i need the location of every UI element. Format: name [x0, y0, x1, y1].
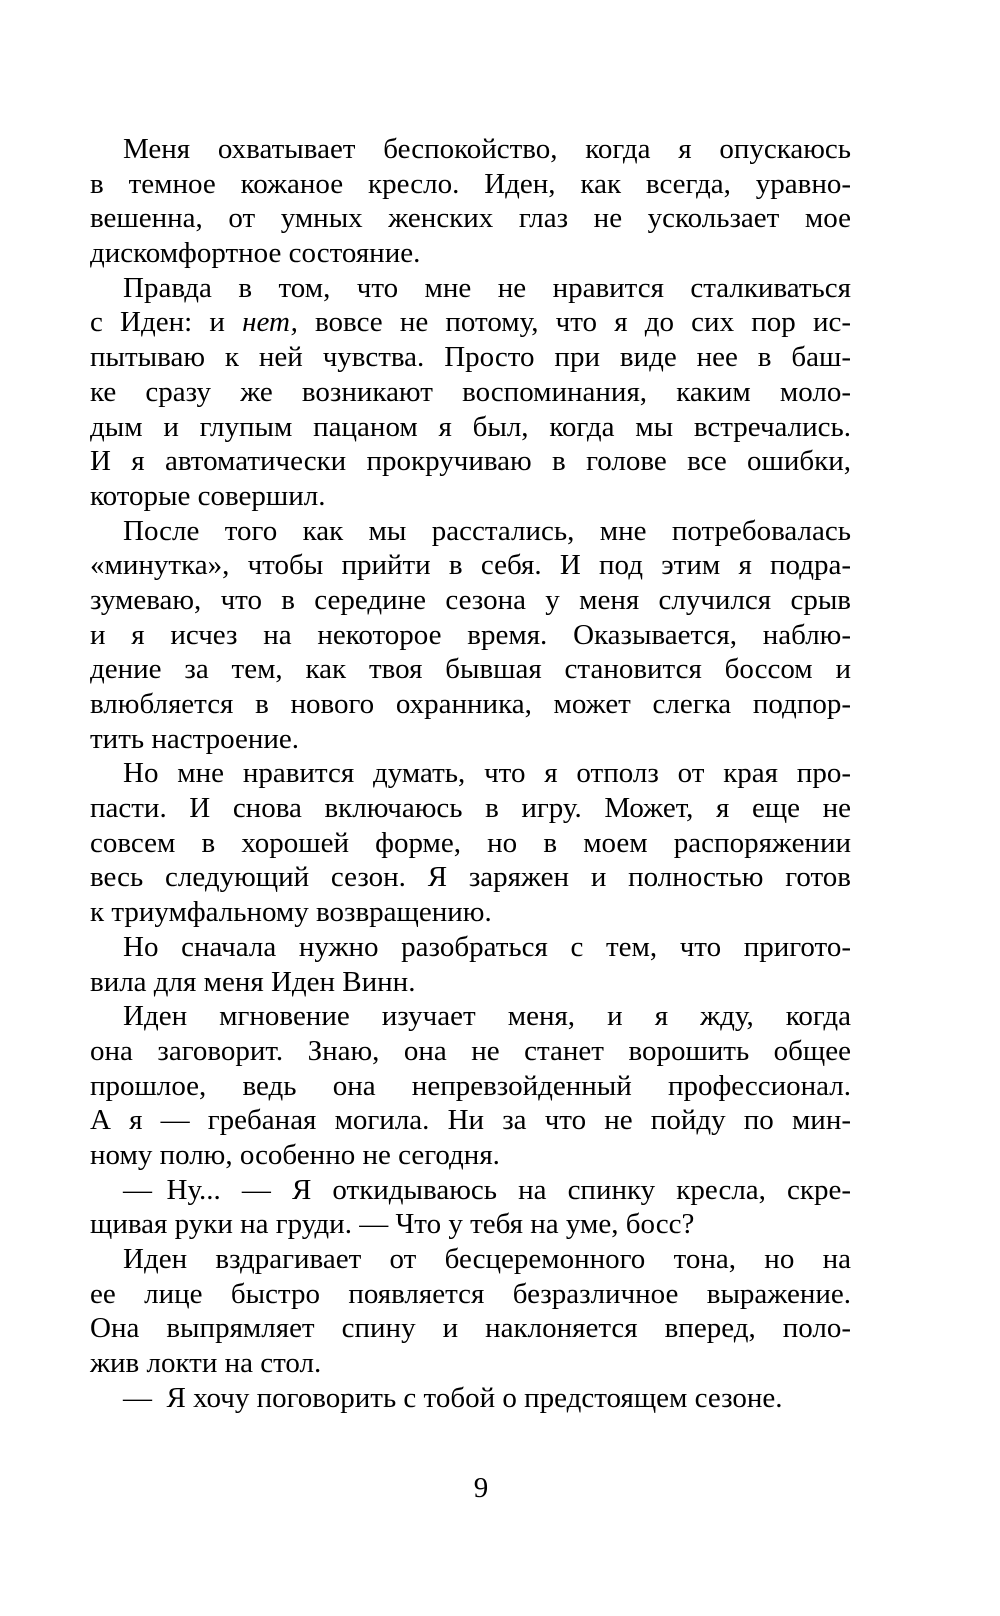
- text-line: [90, 999, 851, 1034]
- text-line: [90, 1173, 851, 1208]
- text-line: [90, 236, 851, 271]
- text-line: [90, 652, 851, 687]
- text-segment: ее лице быстро появляется безразличное выражение.: [90, 1277, 851, 1310]
- text-line: [90, 201, 851, 236]
- text-segment: Иден вздрагивает от бесцеремонного тона, но на: [123, 1243, 851, 1275]
- text-segment: Иден мгновение изучает меня, и я жду, когда: [123, 1000, 851, 1033]
- text-segment: Она выпрямляет спину и наклоняется вперед, поло-: [90, 1312, 851, 1345]
- text-line: [90, 1277, 851, 1312]
- text-segment: влюбляется в нового охранника, может слегка подпор-: [90, 688, 851, 720]
- text-segment: ному полю, особенно не сегодня.: [90, 1138, 500, 1171]
- text-segment: с Иден: и: [90, 306, 243, 339]
- text-line: [90, 444, 851, 479]
- text-line: [90, 826, 851, 861]
- paragraph: [90, 1381, 851, 1416]
- text-line: [90, 1346, 851, 1381]
- paragraph: [90, 930, 851, 999]
- text-line: [90, 791, 851, 826]
- text-line: [90, 271, 851, 306]
- text-line: [90, 410, 851, 445]
- text-line: [90, 167, 851, 202]
- text-segment: зумеваю, что в середине сезона у меня случился срыв: [90, 583, 851, 616]
- paragraph: [90, 999, 851, 1172]
- text-line: [90, 1207, 851, 1242]
- text-segment: После того как мы расстались, мне потребовалась: [123, 514, 851, 547]
- text-segment: вешенна, от умных женских глаз не ускользает мое: [90, 202, 851, 235]
- text-segment: вовсе не потому, что я до сих пор ис-: [297, 306, 851, 339]
- text-segment: в темное кожаное кресло. Иден, как всегда, уравно-: [90, 167, 851, 200]
- paragraph: [90, 1173, 851, 1242]
- text-line: [90, 583, 851, 618]
- paragraph: [90, 514, 851, 757]
- text-segment: жив локти на стол.: [90, 1347, 322, 1380]
- text-line: [90, 930, 851, 965]
- text-segment: и я исчез на некоторое время. Оказывается, наблю-: [90, 618, 851, 651]
- text-line: [90, 1138, 851, 1173]
- text-line: [90, 965, 851, 1000]
- text-line: [90, 1069, 851, 1104]
- text-line: [90, 1311, 851, 1346]
- text-segment: которые совершил.: [90, 479, 326, 512]
- text-line: [90, 132, 851, 167]
- text-segment: дение за тем, как твоя бывшая становится боссом и: [90, 653, 851, 686]
- paragraph: [90, 132, 851, 271]
- text-segment: тить настроение.: [90, 722, 300, 755]
- text-line: [90, 305, 851, 340]
- paragraph: [90, 756, 851, 929]
- text-segment: И я автоматически прокручиваю в голове все ошибки,: [90, 445, 851, 478]
- text-line: [90, 687, 851, 722]
- text-line: [90, 1034, 851, 1069]
- text-line: [90, 895, 851, 930]
- text-segment: Правда в том, что мне не нравится сталкиваться: [123, 271, 851, 304]
- text-segment: Меня охватывает беспокойство, когда я опускаюсь: [123, 133, 851, 165]
- page-number: 9: [473, 1472, 489, 1504]
- text-segment: — Я хочу поговорить с тобой о предстоящем сезоне.: [123, 1381, 783, 1414]
- text-segment: дым и глупым пацаном я был, когда мы встречались.: [90, 410, 851, 443]
- text-line: [90, 618, 851, 653]
- text-segment: «минутка», чтобы прийти в себя. И под этим я подра-: [90, 549, 851, 582]
- text-segment: А я — гребаная могила. Ни за что не пойду по мин-: [90, 1104, 851, 1137]
- text-segment: щивая руки на груди. — Что у тебя на уме, босс?: [90, 1208, 695, 1241]
- text-segment: она заговорит. Знаю, она не станет ворошить общее: [90, 1034, 851, 1067]
- text-line: [90, 1103, 851, 1138]
- text-segment: Но сначала нужно разобраться с тем, что пригото-: [123, 930, 851, 963]
- text-line: [90, 860, 851, 895]
- italic-text: нет,: [242, 306, 298, 339]
- text-segment: дискомфортное состояние.: [90, 237, 421, 270]
- paragraph: [90, 1242, 851, 1381]
- text-segment: Но мне нравится думать, что я отполз от края про-: [123, 757, 851, 790]
- text-line: [90, 756, 851, 791]
- text-block: [90, 132, 851, 1415]
- text-segment: пытываю к ней чувства. Просто при виде нее в баш-: [90, 341, 851, 374]
- text-line: [90, 548, 851, 583]
- text-line: [90, 1381, 851, 1416]
- text-segment: к триумфальному возвращению.: [90, 896, 492, 929]
- text-line: [90, 1242, 851, 1277]
- text-line: [90, 722, 851, 757]
- text-line: [90, 375, 851, 410]
- text-line: [90, 479, 851, 514]
- text-segment: вила для меня Иден Винн.: [90, 965, 416, 998]
- text-segment: — Ну... — Я откидываюсь на спинку кресла, скре-: [123, 1173, 851, 1206]
- text-segment: ке сразу же возникают воспоминания, каким моло-: [90, 375, 851, 408]
- text-segment: совсем в хорошей форме, но в моем распоряжении: [90, 826, 851, 859]
- text-line: [90, 514, 851, 549]
- text-line: [90, 340, 851, 375]
- text-segment: прошлое, ведь она непревзойденный профессионал.: [90, 1069, 851, 1102]
- text-segment: пасти. И снова включаюсь в игру. Может, я еще не: [90, 792, 851, 825]
- paragraph: [90, 271, 851, 514]
- text-segment: весь следующий сезон. Я заряжен и полностью готов: [90, 861, 851, 894]
